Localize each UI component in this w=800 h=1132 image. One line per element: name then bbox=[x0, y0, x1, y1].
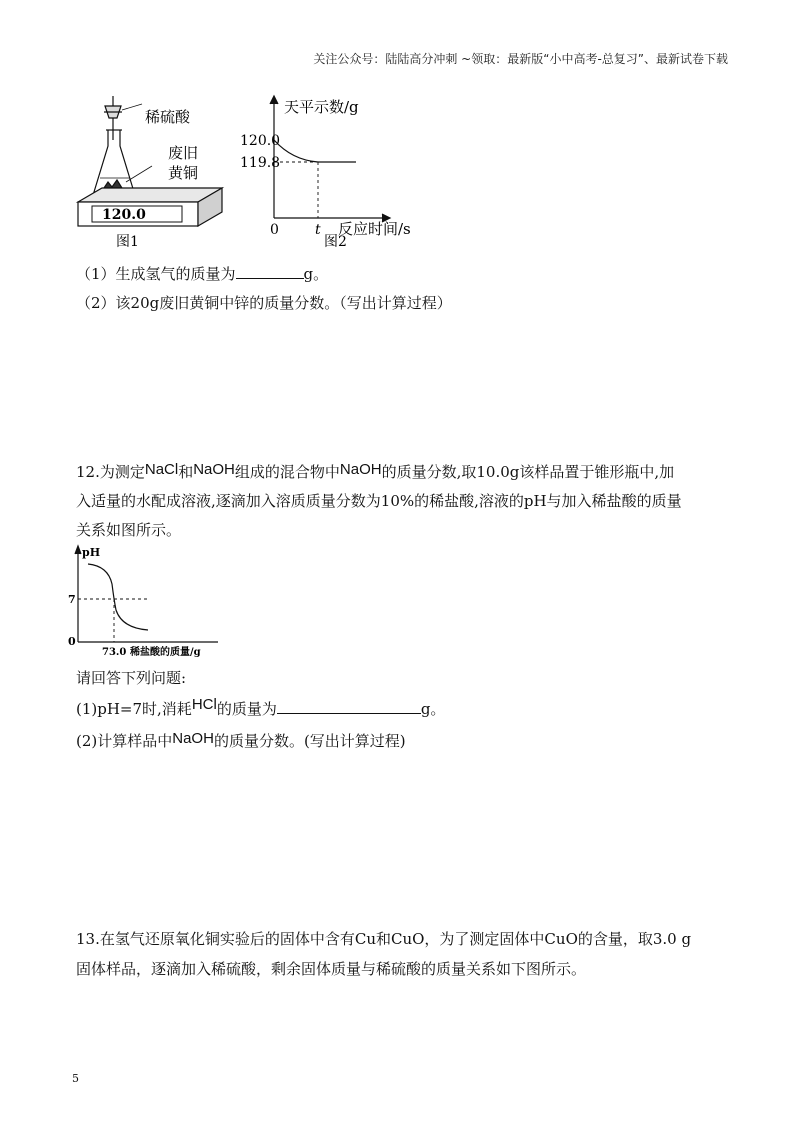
q11-part1-unit: g。 bbox=[303, 265, 329, 283]
q11-part2: （2）该20g废旧黄铜中锌的质量分数。（写出计算过程） bbox=[76, 294, 452, 312]
q12-part1-c: 的质量为 bbox=[216, 700, 277, 718]
ph-x-label: 稀盐酸的质量/g bbox=[130, 647, 201, 658]
naoh-formula-3: NaOH bbox=[172, 730, 214, 747]
q12-part1-a: (1)pH=7时,消耗 bbox=[76, 700, 192, 718]
figure-1-apparatus bbox=[72, 92, 232, 252]
q12-line1-e: 组成的混合物中 bbox=[234, 463, 340, 481]
page-header: 关注公众号：陆陆高分冲刺 ~领取：最新版“小中高考-总复习”、最新试卷下载 bbox=[313, 52, 728, 66]
q12-part2-c: 的质量分数。(写出计算过程) bbox=[213, 732, 406, 750]
brass-label-1: 废旧 bbox=[168, 144, 199, 162]
balance-reading: 120.0 bbox=[102, 207, 146, 223]
figure-1-caption: 图1 bbox=[116, 234, 139, 250]
q11-answer-blank[interactable] bbox=[236, 264, 304, 279]
brass-label-2: 黄铜 bbox=[168, 164, 199, 182]
q12-part1 bbox=[76, 696, 446, 720]
y-axis-label: 天平示数/g bbox=[284, 98, 359, 116]
naoh-formula-1: NaOH bbox=[193, 461, 235, 478]
ph-x-tick-73: 73.0 bbox=[102, 647, 127, 658]
q12-answer-blank[interactable] bbox=[277, 699, 421, 714]
acid-label: 稀硫酸 bbox=[145, 108, 191, 126]
naoh-formula-2: NaOH bbox=[339, 461, 382, 478]
x-axis-label: 反应时间/s bbox=[338, 220, 411, 238]
hcl-formula: HCl bbox=[191, 696, 217, 713]
ph-chart bbox=[68, 544, 228, 662]
ph-y-label: pH bbox=[82, 546, 101, 559]
q11-part1 bbox=[76, 264, 328, 284]
q12-line1-a: 12.为测定 bbox=[76, 463, 145, 481]
q12-part1-d: g。 bbox=[420, 700, 446, 718]
q12-prompt: 请回答下列问题: bbox=[76, 669, 187, 687]
page-number: 5 bbox=[72, 1072, 79, 1085]
q12-line3: 关系如图所示。 bbox=[76, 521, 182, 539]
q13-line1: 13.在氢气还原氧化铜实验后的固体中含有Cu和CuO，为了测定固体中CuO的含量，取3.0 g bbox=[76, 930, 692, 948]
ph-origin: 0 bbox=[68, 635, 76, 648]
q12-part2 bbox=[76, 731, 406, 752]
t-label: t bbox=[315, 222, 321, 238]
q12-line1-g: 的质量分数,取10.0g该样品置于锥形瓶中,加 bbox=[381, 463, 675, 481]
q12-line2: 入适量的水配成溶液,逐滴加入溶质质量分数为10%的稀盐酸,溶液的pH与加入稀盐酸的质量 bbox=[76, 492, 682, 510]
nacl-formula: NaCl bbox=[144, 461, 179, 478]
origin-label: 0 bbox=[270, 222, 279, 238]
ph-y-tick-7: 7 bbox=[68, 593, 76, 606]
q13-line2: 固体样品，逐滴加入稀硫酸，剩余固体质量与稀硫酸的质量关系如下图所示。 bbox=[76, 960, 587, 978]
q12-line1 bbox=[76, 462, 674, 483]
y-tick-120: 120.0 bbox=[240, 133, 281, 149]
figure-2-caption: 图2 bbox=[324, 234, 347, 250]
y-tick-119-8: 119.8 bbox=[240, 155, 281, 171]
q11-part1-text: （1）生成氢气的质量为 bbox=[76, 265, 236, 283]
q12-part2-a: (2)计算样品中 bbox=[76, 732, 173, 750]
figure-2-chart bbox=[236, 92, 446, 252]
q12-line1-c: 和 bbox=[178, 463, 194, 481]
